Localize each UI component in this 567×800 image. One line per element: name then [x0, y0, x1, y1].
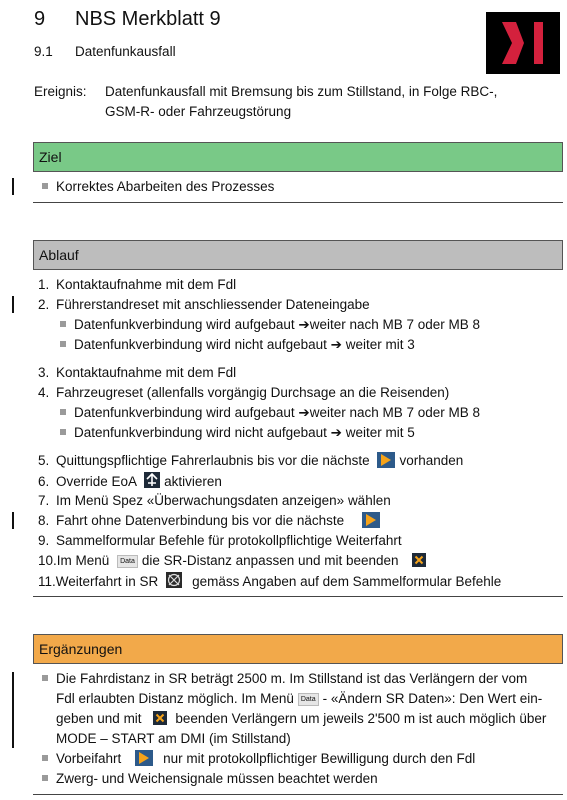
step-2	[38, 296, 370, 314]
ergaenzung-text: Vorbeifahrt	[56, 751, 122, 766]
step-text: Führerstandreset mit anschliessender Dateneingabe	[56, 297, 370, 312]
step-1	[38, 276, 236, 294]
data-button-icon: Data	[117, 555, 138, 568]
step-2-subitem	[60, 316, 480, 334]
ergaenzung-item	[42, 750, 475, 768]
ergaenzung-line	[56, 730, 291, 748]
step-7	[38, 492, 391, 510]
marker-board-icon	[135, 750, 153, 766]
divider	[33, 202, 563, 203]
step-6	[38, 472, 222, 491]
step-text-end: gemäss Angaben auf dem Sammelformular Befehle	[192, 574, 502, 589]
step-text: Sammelformular Befehle für protokollpflichtige Weiterfahrt	[56, 533, 402, 548]
ziel-item	[42, 178, 274, 196]
subitem-text: Datenfunkverbindung wird nicht aufgebaut ➔ weiter mit 5	[74, 425, 415, 440]
close-x-icon	[153, 711, 167, 725]
ergaenzungen-header: Ergänzungen	[33, 634, 563, 664]
step-number: 7.	[38, 493, 50, 508]
step-text: Override EoA	[56, 474, 137, 489]
ergaenzung-text: geben und mit	[56, 711, 142, 726]
step-11	[38, 572, 501, 591]
bullet-square-icon	[60, 321, 66, 327]
step-4-subitem	[60, 404, 480, 422]
bullet-square-icon	[42, 183, 48, 189]
step-number: 2.	[38, 297, 50, 312]
step-text-end: die SR-Distanz anpassen und mit beenden	[141, 553, 399, 568]
step-10	[38, 552, 430, 570]
event-label: Ereignis:	[34, 84, 87, 99]
ergaenzung-text: - «Ändern SR Daten»: Den Wert ein-	[322, 691, 543, 706]
subitem-text: Datenfunkverbindung wird nicht aufgebaut ➔ weiter mit 3	[74, 337, 415, 352]
ergaenzung-text: Fdl erlaubten Distanz möglich. Im Menü	[56, 691, 294, 706]
step-text: Weiterfahrt in SR	[55, 574, 159, 589]
step-number: 5.	[38, 453, 50, 468]
step-text: Quittungspflichtige Fahrerlaubnis bis vor die nächste	[56, 453, 370, 468]
bullet-square-icon	[60, 409, 66, 415]
step-text-end: aktivieren	[164, 474, 222, 489]
step-number: 10.	[38, 553, 57, 568]
change-mark	[12, 296, 14, 313]
marker-board-icon	[362, 512, 380, 528]
change-mark	[12, 512, 14, 529]
step-number: 9.	[38, 533, 50, 548]
ergaenzung-line	[56, 710, 546, 728]
ergaenzung-line	[56, 690, 542, 708]
staff-responsible-icon	[166, 572, 182, 588]
event-text-line1: Datenfunkausfall mit Bremsung bis zum Stillstand, in Folge RBC-,	[105, 84, 498, 99]
bullet-square-icon	[60, 341, 66, 347]
ergaenzung-text: Zwerg- und Weichensignale müssen beachtet werden	[56, 771, 378, 786]
section-number: 9.1	[34, 44, 53, 59]
ergaenzung-text: nur mit protokollpflichtiger Bewilligung durch den Fdl	[163, 751, 476, 766]
ergaenzung-text: Die Fahrdistanz in SR beträgt 2500 m. Im Stillstand ist das Verlängern der vom	[56, 671, 528, 686]
ziel-header: Ziel	[33, 142, 563, 172]
step-4	[38, 384, 449, 402]
step-number: 1.	[38, 277, 50, 292]
step-2-subitem	[60, 336, 415, 354]
step-4-subitem	[60, 424, 415, 442]
step-number: 11.	[38, 574, 56, 589]
bullet-square-icon	[60, 429, 66, 435]
ziel-item-text: Korrektes Abarbeiten des Prozesses	[56, 179, 275, 194]
override-eoa-icon	[144, 472, 160, 488]
change-mark	[12, 672, 14, 748]
subitem-text: Datenfunkverbindung wird aufgebaut ➔weiter nach MB 7 oder MB 8	[74, 317, 481, 332]
step-text: Kontaktaufnahme mit dem Fdl	[56, 365, 237, 380]
step-number: 6.	[38, 474, 50, 489]
step-text: Fahrt ohne Datenverbindung bis vor die nächste	[56, 513, 345, 528]
step-9	[38, 532, 402, 550]
dmi-logo-icon	[486, 12, 560, 74]
section-title: Datenfunkausfall	[75, 44, 176, 59]
step-text: Kontaktaufnahme mit dem Fdl	[56, 277, 237, 292]
divider	[33, 596, 563, 597]
step-number: 8.	[38, 513, 50, 528]
step-number: 4.	[38, 385, 50, 400]
step-5	[38, 452, 463, 470]
marker-board-icon	[377, 452, 395, 468]
step-3	[38, 364, 236, 382]
data-button-icon: Data	[298, 693, 319, 706]
bullet-square-icon	[42, 775, 48, 781]
bullet-square-icon	[42, 675, 48, 681]
step-text-end: vorhanden	[399, 453, 464, 468]
ergaenzung-item	[42, 770, 378, 788]
step-number: 3.	[38, 365, 50, 380]
bullet-square-icon	[42, 755, 48, 761]
step-text: Fahrzeugreset (allenfalls vorgängig Durchsage an die Reisenden)	[56, 385, 450, 400]
step-text: Im Menü	[56, 553, 110, 568]
close-x-icon	[412, 553, 426, 567]
divider	[33, 794, 563, 795]
ergaenzung-text: MODE – START am DMI (im Stillstand)	[56, 731, 291, 746]
ergaenzung-item	[42, 670, 527, 688]
event-text-line2: GSM-R- oder Fahrzeugstörung	[105, 104, 292, 119]
step-8	[38, 512, 384, 530]
chapter-title: NBS Merkblatt 9	[75, 8, 221, 30]
ablauf-header: Ablauf	[33, 240, 563, 270]
ergaenzung-text: beenden Verlängern um jeweils 2'500 m ist auch möglich über	[175, 711, 547, 726]
change-mark	[12, 178, 14, 195]
chapter-number: 9	[34, 8, 46, 30]
step-text: Im Menü Spez «Überwachungsdaten anzeigen» wählen	[56, 493, 391, 508]
subitem-text: Datenfunkverbindung wird aufgebaut ➔weiter nach MB 7 oder MB 8	[74, 405, 481, 420]
